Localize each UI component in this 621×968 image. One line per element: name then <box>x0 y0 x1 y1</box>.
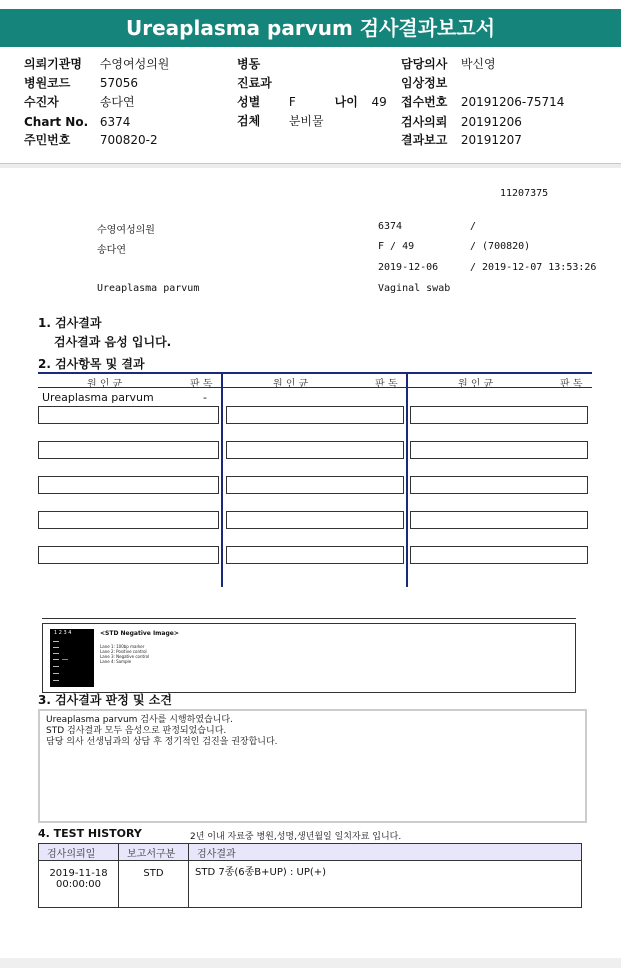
label-date-reported: / 2019-12-07 13:53:26 <box>470 262 597 273</box>
dept-row <box>237 76 272 90</box>
hospital-row <box>24 57 169 71</box>
ward-label: 병동 <box>237 57 261 71</box>
result-cell <box>410 546 588 564</box>
history-col-date: 검사의뢰일 <box>39 844 119 861</box>
code-value: 57056 <box>99 76 139 90</box>
label-chart: 6374 <box>378 221 403 232</box>
section4-title: 4. TEST HISTORY <box>38 827 142 840</box>
gel-legend-line: Lane 1: 100bp marker <box>100 644 145 649</box>
patient-row <box>24 95 135 109</box>
gel-legend-line: Lane 4: Sample <box>100 659 132 664</box>
result-cell <box>38 511 219 529</box>
report-id: 11207375 <box>500 188 549 199</box>
request-value: 20191206 <box>460 115 522 129</box>
result-cell <box>410 441 588 459</box>
opinion-line: 담당 의사 선생님과의 상담 후 정기적인 검진을 권장합니다. <box>46 737 278 747</box>
clinical-row <box>401 76 457 90</box>
result-cell <box>38 441 219 459</box>
age-label: 나이 <box>334 95 358 109</box>
section3-title: 3. 검사결과 판정 및 소견 <box>38 693 172 707</box>
specimen-row <box>237 114 324 128</box>
result-cell <box>38 406 219 424</box>
history-type: STD <box>119 861 189 908</box>
receipt-label: 접수번호 <box>401 95 448 109</box>
label-patient: 송다연 <box>97 245 126 256</box>
receipt-row <box>401 95 564 109</box>
history-col-type: 보고서구분 <box>119 844 189 861</box>
result-cell <box>410 476 588 494</box>
history-time: 00:00:00 <box>56 879 101 890</box>
col2-judgement-header: 판 독 <box>375 379 398 390</box>
opinion-line: STD 검사결과 모두 음성으로 판정되었습니다. <box>46 726 227 736</box>
result-judgement: - <box>203 391 207 404</box>
history-date-cell <box>39 861 119 908</box>
sex-label: 성별 <box>237 95 261 109</box>
header-divider <box>0 163 621 168</box>
grid-top-rule <box>38 372 592 374</box>
report-row <box>401 133 522 147</box>
gel-lane-numbers: 1 2 3 4 <box>54 630 72 636</box>
history-note: 2년 이내 자료중 병원,성명,생년월일 일치자료 입니다. <box>190 832 402 842</box>
result-cell <box>226 511 404 529</box>
result-cell <box>38 546 219 564</box>
gel-image-panel <box>42 623 576 693</box>
label-birth: / (700820) <box>470 241 531 252</box>
section1-title: 1. 검사결과 <box>38 316 102 330</box>
report-title: Ureaplasma parvum 검사결과보고서 <box>0 9 621 47</box>
col1-organism-header: 원 인 균 <box>87 379 123 390</box>
result-cell <box>226 441 404 459</box>
specimen-label: 검체 <box>237 114 261 128</box>
code-row <box>24 76 138 90</box>
label-specimen: Vaginal swab <box>378 283 451 294</box>
footer-band <box>0 958 621 968</box>
col1-judgement-header: 판 독 <box>190 379 213 390</box>
result-cell <box>410 511 588 529</box>
result-organism: Ureaplasma parvum <box>42 391 154 404</box>
gel-electrophoresis-image <box>50 629 94 687</box>
chart-value: 6374 <box>99 115 131 129</box>
rrn-value: 700820-2 <box>99 133 158 147</box>
sex-value: F <box>288 95 296 109</box>
rrn-row <box>24 133 158 147</box>
gel-title: <STD Negative Image> <box>100 630 179 637</box>
gel-legend-line: Lane 2: Positive control <box>100 649 147 654</box>
history-col-result: 검사결과 <box>189 844 582 861</box>
chart-label: Chart No. <box>24 115 89 129</box>
report-value: 20191207 <box>460 133 522 147</box>
col3-judgement-header: 판 독 <box>560 379 583 390</box>
doctor-row <box>401 57 496 71</box>
result-cell <box>38 476 219 494</box>
patient-value: 송다연 <box>99 95 135 109</box>
hospital-label: 의뢰기관명 <box>24 57 82 71</box>
history-header-row <box>39 844 582 861</box>
label-hospital: 수영여성의원 <box>97 225 155 236</box>
request-row <box>401 115 522 129</box>
opinion-line: Ureaplasma parvum 검사를 시행하였습니다. <box>46 715 233 725</box>
label-sex-age: F / 49 <box>378 241 415 252</box>
gel-legend-line: Lane 3: Negative control <box>100 654 150 659</box>
doctor-value: 박신영 <box>460 57 496 71</box>
result-cell <box>226 546 404 564</box>
section1-result: 검사결과 음성 입니다. <box>54 335 172 349</box>
rrn-label: 주민번호 <box>24 133 71 147</box>
history-result: STD 7종(6종B+UP) : UP(+) <box>189 861 582 908</box>
image-top-rule <box>42 618 576 619</box>
result-cell <box>226 406 404 424</box>
history-date: 2019-11-18 <box>49 868 108 879</box>
col2-organism-header: 원 인 균 <box>273 379 309 390</box>
ward-row <box>237 57 260 71</box>
request-label: 검사의뢰 <box>401 115 448 129</box>
report-header <box>0 0 621 48</box>
label-date-received: 2019-12-06 <box>378 262 439 273</box>
result-cell <box>226 476 404 494</box>
grid-col-divider-1 <box>221 373 223 587</box>
clinical-label: 임상정보 <box>401 76 448 90</box>
result-cell <box>410 406 588 424</box>
receipt-value: 20191206-75714 <box>460 95 565 109</box>
history-table <box>38 843 582 908</box>
section2-title: 2. 검사항목 및 결과 <box>38 357 145 371</box>
table-row <box>39 861 582 908</box>
code-label: 병원코드 <box>24 76 71 90</box>
sex-row <box>237 95 387 109</box>
hospital-value: 수영여성의원 <box>99 57 170 71</box>
col3-organism-header: 원 인 균 <box>458 379 494 390</box>
age-value: 49 <box>371 95 387 109</box>
doctor-label: 담당의사 <box>401 57 448 71</box>
grid-col-divider-2 <box>406 373 408 587</box>
report-label: 결과보고 <box>401 133 448 147</box>
chart-row <box>24 115 130 129</box>
opinion-box <box>38 709 587 823</box>
label-slash: / <box>470 221 477 232</box>
specimen-value: 분비물 <box>288 114 324 128</box>
label-test: Ureaplasma parvum <box>97 283 200 294</box>
dept-label: 진료과 <box>237 76 272 90</box>
patient-label: 수진자 <box>24 95 59 109</box>
